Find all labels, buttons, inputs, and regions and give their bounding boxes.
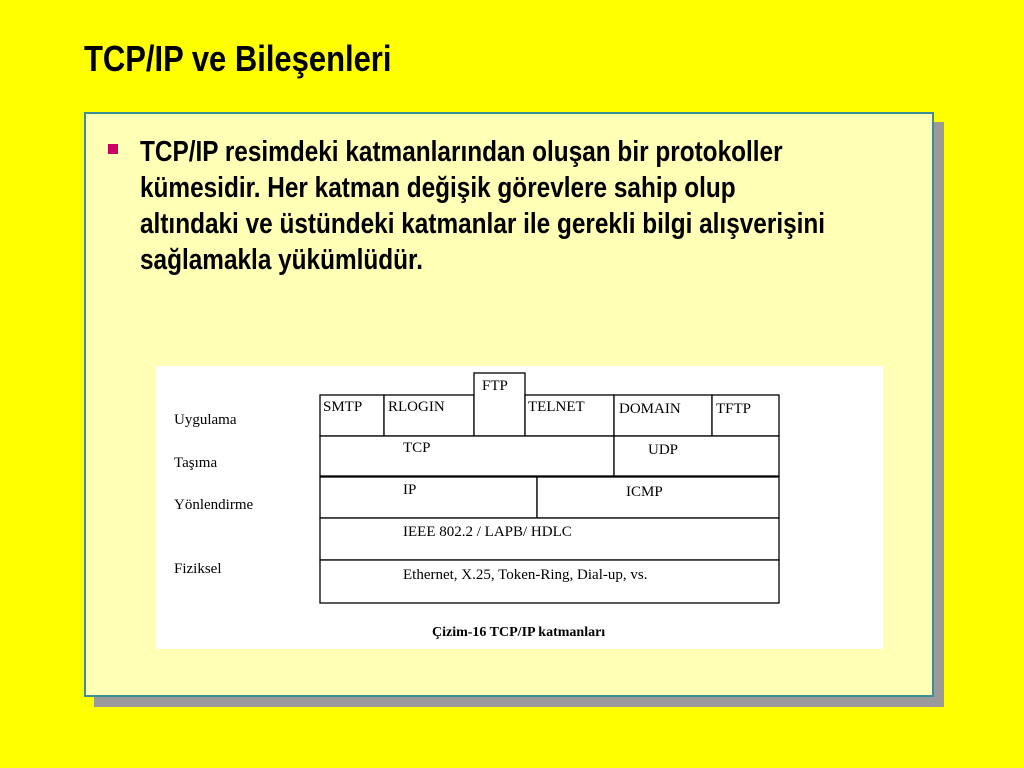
telnet-label: TELNET xyxy=(528,399,585,415)
figure-caption: Çizim-16 TCP/IP katmanları xyxy=(432,625,606,640)
slide-title: TCP/IP ve Bileşenleri xyxy=(84,38,392,79)
tftp-label: TFTP xyxy=(716,401,752,417)
icmp-label: ICMP xyxy=(626,484,663,500)
tcpip-layers-diagram xyxy=(156,366,883,649)
udp-label: UDP xyxy=(648,442,679,458)
ftp-label: FTP xyxy=(482,378,508,394)
layer-label-transport: Taşıma xyxy=(174,455,218,471)
smtp-label: SMTP xyxy=(323,399,363,415)
domain-label: DOMAIN xyxy=(619,401,681,417)
tcpip-layers-figure xyxy=(156,366,883,649)
bullet-text: TCP/IP resimdeki katmanlarından oluşan bir protokoller kümesidir. Her katman değişik görevlere sahip olup altındaki ve üstündeki katmanlar ile gerekli bilgi alışverişini sağlamakla yükümlüdür. xyxy=(140,136,826,276)
tcp-label: TCP xyxy=(403,440,431,456)
layer-label-routing: Yönlendirme xyxy=(174,497,254,513)
layer-label-application: Uygulama xyxy=(174,412,237,428)
bullet-square-icon xyxy=(108,144,118,154)
ethernet-label: Ethernet, X.25, Token-Ring, Dial-up, vs. xyxy=(403,567,648,583)
ip-box xyxy=(320,477,537,518)
rlogin-label: RLOGIN xyxy=(388,399,445,415)
ieee-label: IEEE 802.2 / LAPB/ HDLC xyxy=(403,524,572,540)
udp-box xyxy=(614,436,779,476)
tcp-box xyxy=(320,436,614,476)
layer-label-physical: Fiziksel xyxy=(174,561,222,577)
ip-label: IP xyxy=(403,482,417,498)
